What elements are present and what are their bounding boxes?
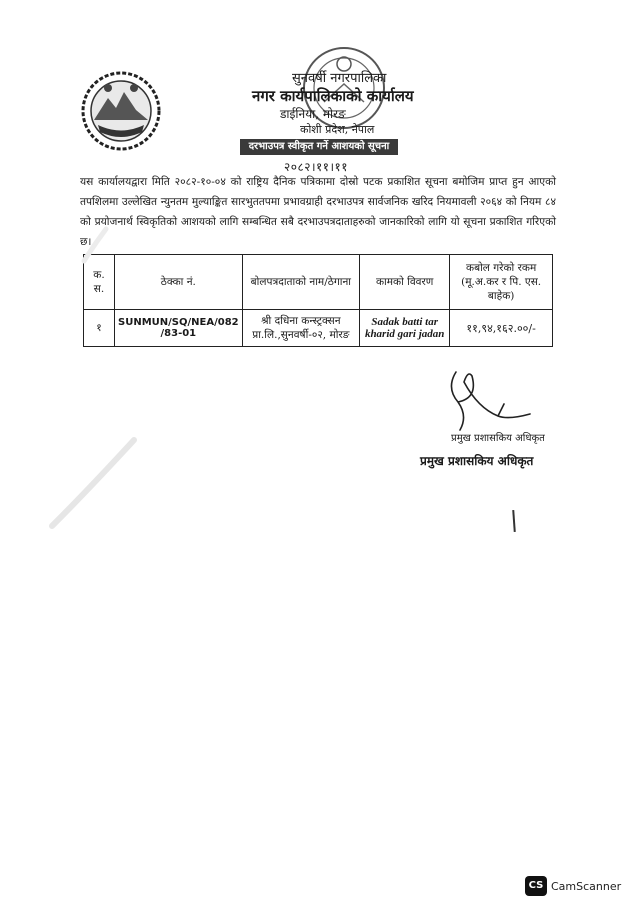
province-address: कोशी प्रदेश, नेपाल xyxy=(300,123,375,136)
header-bidder: बोलपत्रदाताको नाम/ठेगाना xyxy=(242,255,359,310)
pen-mark xyxy=(512,510,516,532)
cell-contract-no: SUNMUN/SQ/NEA/082 /83-01 xyxy=(115,310,243,347)
signature-printed-title: प्रमुख प्रशासकिय अधिकृत xyxy=(420,454,534,468)
cell-amount: ११,९४,१६२.००/- xyxy=(450,310,553,347)
header-work: कामको विवरण xyxy=(360,255,450,310)
cell-work: Sadak batti tar kharid gari jadan xyxy=(360,310,450,347)
cell-bidder: श्री दधिना कन्स्ट्रक्सन प्रा.लि.,सुनवर्षी-०२, मोरङ xyxy=(242,310,359,347)
notice-date: २०८२।११।११ xyxy=(284,160,349,174)
municipality-name: सुनवर्षी नगरपालिका xyxy=(292,71,387,86)
scan-glare-streak xyxy=(48,430,138,530)
camscanner-logo-icon: CS xyxy=(525,876,547,896)
nepal-emblem-icon xyxy=(80,70,162,152)
district-address: डाईनिया, मोरङ xyxy=(280,107,346,121)
notice-body: यस कार्यालयद्वारा मिति २०८२-१०-०४ को राष्ट्रिय दैनिक पत्रिकामा दोस्रो पटक प्रकाशित सूचना बमोजिम प्राप्त हुन आएको तपशिलमा उल्लेखित न्युनतम मुल्याङ्कित सारभुततपमा प्रभावग्राही दरभाउपत्र सार्वजनिक खरिद नियमावली २०६४ को नियम ८४ को प्रयोजनार्थ स्विकृतिको आशयको लागि सम्बन्धित सबै दरभाउपत्रदाताहरुको जानकारिको लागि यो सूचना प्रकाशित गरिएको छ। xyxy=(80,176,556,248)
camscanner-watermark: CamScanner xyxy=(551,880,622,893)
office-name: नगर कार्यपालिकाको कार्यालय xyxy=(252,87,414,105)
table-header-row xyxy=(84,255,553,310)
scan-glare-mark xyxy=(80,225,110,265)
signature-scribble xyxy=(438,368,548,438)
header-sn: क. स. xyxy=(84,255,115,310)
table-row xyxy=(84,310,553,347)
signature-handwritten-title: प्रमुख प्रशासकिय अधिकृत xyxy=(451,433,545,444)
notice-subject: दरभाउपत्र स्वीकृत गर्ने आशयको सूचना xyxy=(240,139,398,155)
header-amount: कबोल गरेको रकम (मू.अ.कर र पि. एस. बाहेक) xyxy=(450,255,553,310)
bid-table xyxy=(83,254,553,347)
header-contract-no: ठेक्का नं. xyxy=(115,255,243,310)
cell-sn: १ xyxy=(84,310,115,347)
